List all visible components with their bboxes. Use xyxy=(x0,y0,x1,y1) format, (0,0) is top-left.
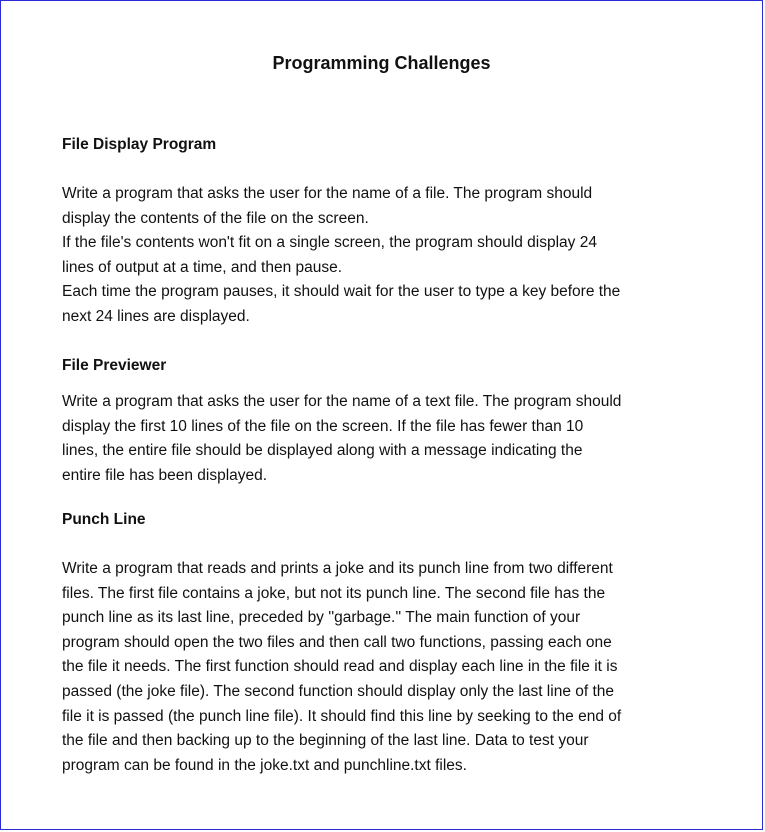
section-heading: File Display Program xyxy=(62,136,217,153)
text-line: the file it needs. The first function should read and display each line in the file it is xyxy=(62,658,618,676)
section-file-display-program xyxy=(62,134,702,156)
text-line: entire file has been displayed. xyxy=(62,466,268,484)
text-line: lines of output at a time, and then pause. xyxy=(62,258,343,276)
text-line: punch line as its last line, preceded by ''garbage.'' The main function of your xyxy=(62,609,581,627)
text-line: Write a program that asks the user for the name of a text file. The program should xyxy=(62,393,622,410)
section-punch-line-body xyxy=(62,557,702,778)
paragraph xyxy=(62,390,702,488)
text-line: display the contents of the file on the screen. xyxy=(62,209,369,227)
paragraph xyxy=(62,182,702,330)
text-line: the file and then backing up to the beginning of the last line. Data to test your xyxy=(62,732,589,750)
text-line: program should open the two files and then call two functions, passing each one xyxy=(62,633,612,651)
section-file-previewer xyxy=(62,355,702,377)
section-file-display-program-body xyxy=(62,182,702,330)
text-line: Write a program that asks the user for the name of a file. The program should xyxy=(62,185,593,202)
paragraph xyxy=(62,557,702,778)
text-line: display the first 10 lines of the file on the screen. If the file has fewer than 10 xyxy=(62,417,584,435)
text-line: If the file's contents won't fit on a single screen, the program should display 24 xyxy=(62,234,597,252)
text-line: file it is passed (the punch line file). It should find this line by seeking to the end of xyxy=(62,707,622,725)
section-heading: Punch Line xyxy=(62,511,146,528)
text-line: lines, the entire file should be displayed along with a message indicating the xyxy=(62,442,583,460)
section-heading: File Previewer xyxy=(62,357,167,374)
text-line: passed (the joke file). The second function should display only the last line of the xyxy=(62,682,615,700)
text-line: Write a program that reads and prints a joke and its punch line from two different xyxy=(62,560,613,577)
text-line: Each time the program pauses, it should wait for the user to type a key before the xyxy=(62,283,621,301)
page-title: Programming Challenges xyxy=(272,53,491,73)
text-line: next 24 lines are displayed. xyxy=(62,307,250,325)
section-punch-line xyxy=(62,509,702,531)
text-line: files. The first file contains a joke, but not its punch line. The second file has the xyxy=(62,584,606,602)
section-file-previewer-body xyxy=(62,390,702,488)
text-line: program can be found in the joke.txt and punchline.txt files. xyxy=(62,756,467,774)
